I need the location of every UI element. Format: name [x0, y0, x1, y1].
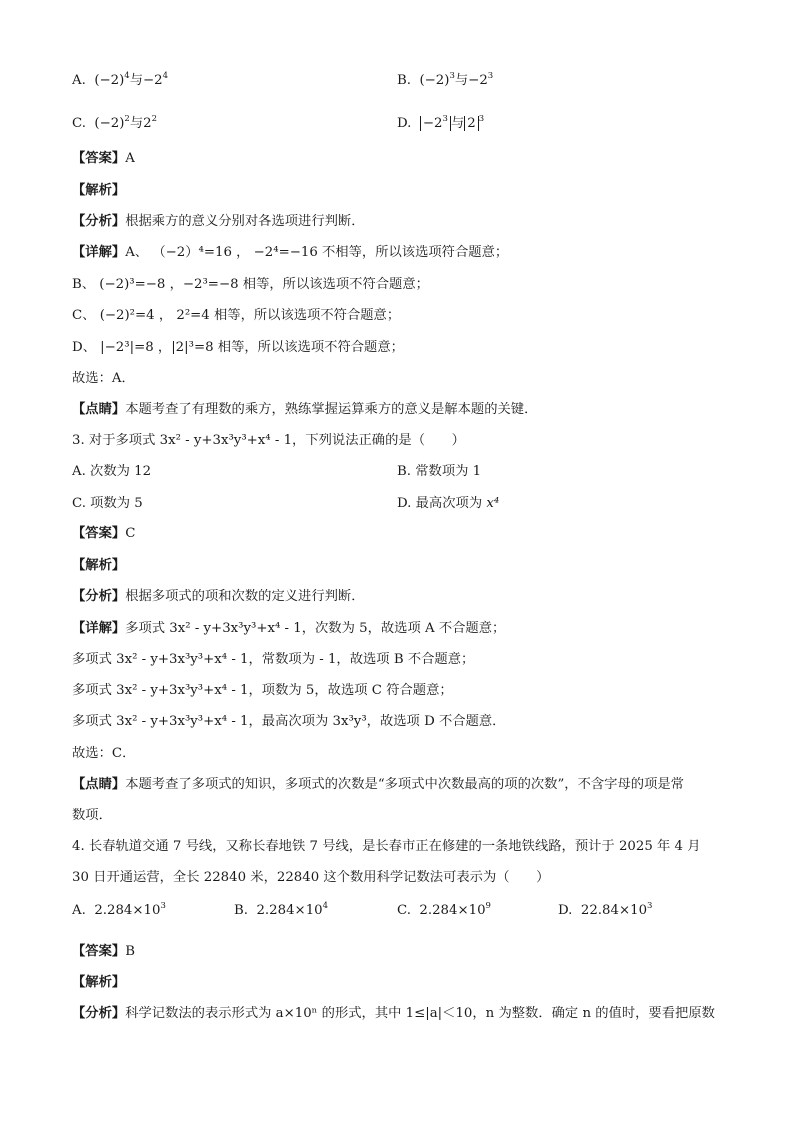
q3-comment-cont: 数项．	[72, 808, 112, 823]
q3-jiexi-heading: 【解析】	[72, 558, 126, 573]
q2-option-a: A. $(-2)^4$与$-2^4$	[72, 71, 169, 88]
q2-detail-4: D、 |−2³|=8 ，|2|³=8 相等，所以该选项不符合题意；	[72, 340, 404, 355]
q4-stem-1: 4. 长春轨道交通 7 号线，又称长春地铁 7 号线，是长春市正在修建的一条地铁线路，预计于 2025 年 4 月	[72, 839, 701, 854]
q2-comment: 【点睛】本题考查了有理数的乘方，熟练掌握运算乘方的意义是解本题的关键．	[72, 402, 538, 417]
q3-option-b: B. 常数项为 1	[397, 464, 482, 479]
q3-option-d: D. 最高次项为 x⁴	[397, 496, 500, 511]
q3-detail-4: 多项式 3x² - y+3x³y³+x⁴ - 1，最高次项为 3x³y³，故选项 D 不合题意．	[72, 714, 506, 729]
q2-option-c: C. $(-2)^2$与$2^2$	[72, 114, 157, 131]
q2-detail-1: 【详解】A、 （−2）⁴=16 ， −2⁴=−16 不相等，所以该选项符合题意；	[72, 245, 509, 260]
q2-answer: 【答案】A	[72, 151, 135, 166]
q3-analysis: 【分析】根据多项式的项和次数的定义进行判断．	[72, 589, 365, 604]
q4-option-c: C. $2.284\times 10^9$	[397, 901, 491, 918]
q3-option-c: C. 项数为 5	[72, 496, 143, 511]
q2-option-d: D. $-2^3$ 与 2 $^3$	[397, 114, 485, 131]
q4-jiexi-heading: 【解析】	[72, 975, 126, 990]
q2-detail-2: B、 (−2)³=−8 ，−2³=−8 相等，所以该选项不符合题意；	[72, 277, 429, 292]
q2-jiexi-heading: 【解析】	[72, 183, 126, 198]
q3-detail-2: 多项式 3x² - y+3x³y³+x⁴ - 1，常数项为 - 1，故选项 B 不合题意；	[72, 652, 475, 667]
q3-comment: 【点睛】本题考查了多项式的知识，多项式的次数是“多项式中次数最高的项的次数”，不含字母的项是常	[72, 777, 684, 792]
q2-detail-3: C、 (−2)²=4 ， 2²=4 相等，所以该选项不符合题意；	[72, 308, 401, 323]
q3-detail-3: 多项式 3x² - y+3x³y³+x⁴ - 1，项数为 5，故选项 C 符合题意；	[72, 683, 453, 698]
q4-stem-2: 30 日开通运营，全长 22840 米，22840 这个数用科学记数法可表示为（ ）	[72, 870, 550, 885]
q4-option-d: D. $22.84\times 10^3$	[558, 901, 653, 918]
q3-stem: 3. 对于多项式 3x² - y+3x³y³+x⁴ - 1，下列说法正确的是（ ）	[72, 433, 465, 448]
q4-option-a: A. $2.284\times 10^3$	[72, 901, 166, 918]
q4-answer: 【答案】B	[72, 944, 135, 959]
q3-option-a: A. 次数为 12	[72, 464, 152, 479]
q3-conclusion: 故选：C．	[72, 746, 136, 761]
q2-option-b: B. $(-2)^3$与$-2^3$	[397, 71, 494, 88]
q3-answer: 【答案】C	[72, 526, 136, 541]
q4-analysis: 【分析】科学记数法的表示形式为 a×10ⁿ 的形式，其中 1≤|a|＜10，n 为整数．确定 n 的值时，要看把原数	[72, 1006, 715, 1021]
q2-conclusion: 故选：A．	[72, 371, 135, 386]
q3-detail-1: 【详解】多项式 3x² - y+3x³y³+x⁴ - 1，次数为 5，故选项 A 不合题意；	[72, 621, 506, 636]
q4-option-b: B. $2.284\times 10^4$	[234, 901, 329, 918]
q2-analysis: 【分析】根据乘方的意义分别对各选项进行判断．	[72, 214, 365, 229]
